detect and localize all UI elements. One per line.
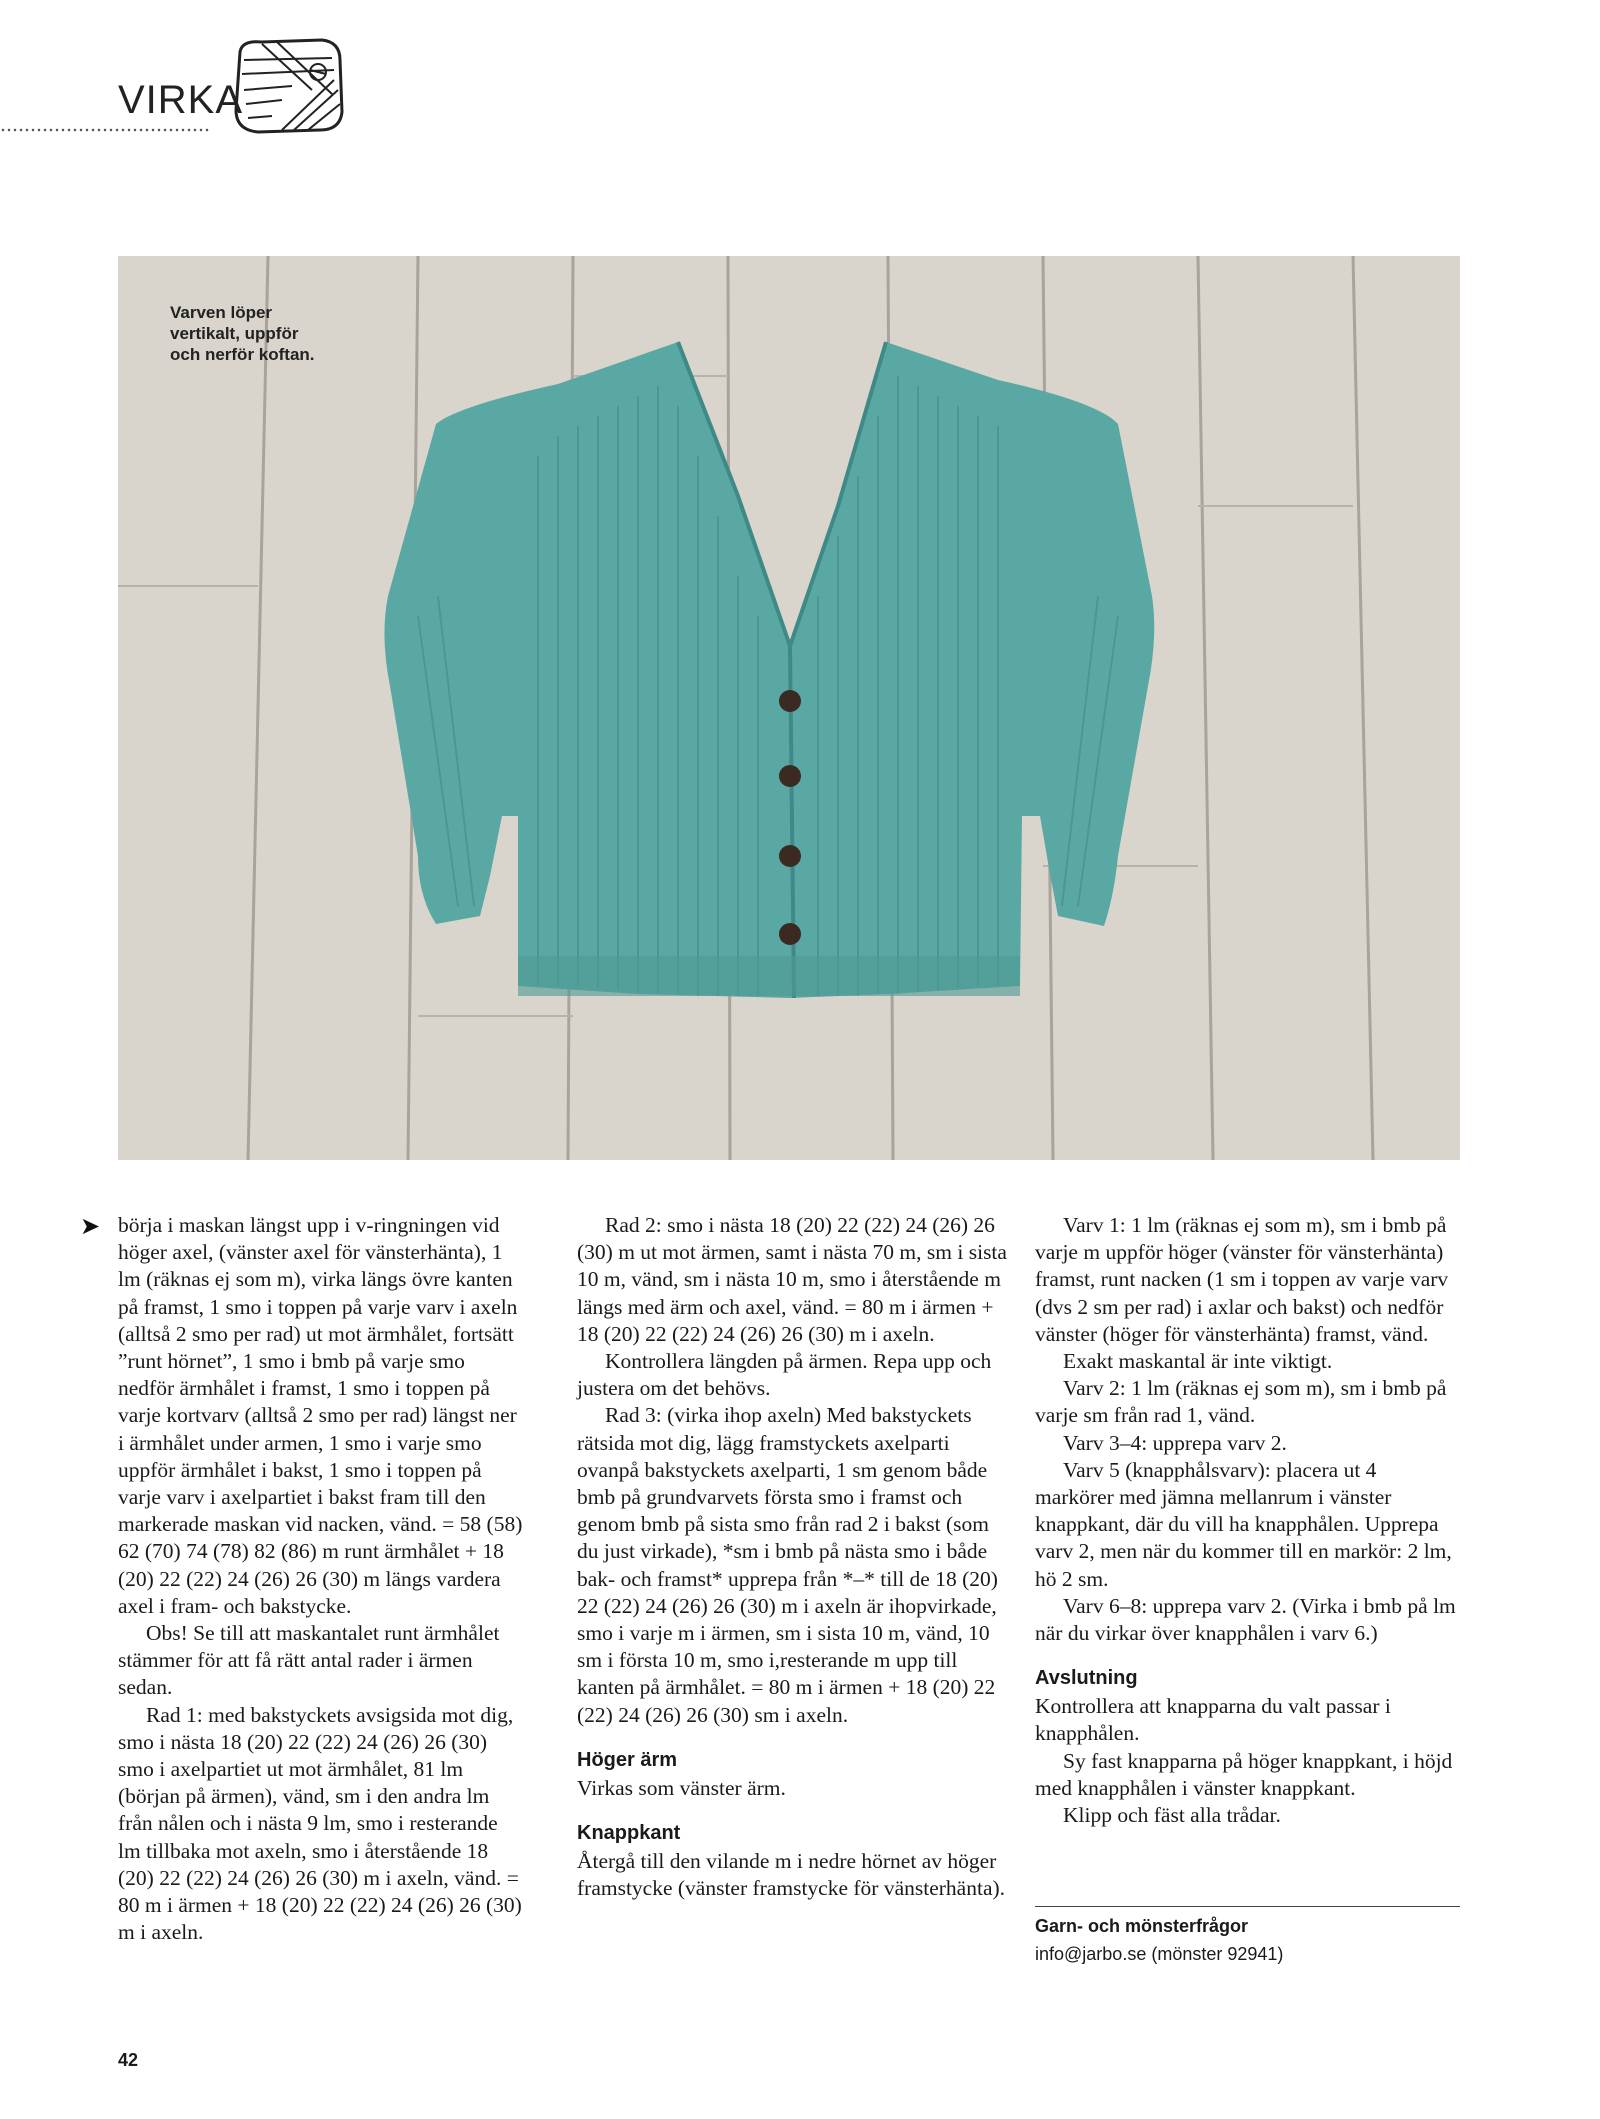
page-number: 42: [118, 2050, 139, 2070]
paragraph: Virkas som vänster ärm.: [577, 1775, 786, 1800]
paragraph: Varv 2: 1 lm (räknas ej som m), sm i bmb på varje sm från rad 1, vänd.: [1035, 1376, 1447, 1428]
paragraph: Kontrollera att knapparna du valt passar i knapphålen.: [1035, 1694, 1391, 1746]
text-column-1: [118, 1212, 523, 1946]
paragraph: Rad 2: smo i nästa 18 (20) 22 (22) 24 (26) 26 (30) m ut mot ärmen, samt i nästa 70 m, sm i sista 10 m, vänd, sm i nästa 10 m, smo i återstående m längs med ärm och axel, vänd. = 80 m i ärmen + 18 (20) 22 (22) 24 (26) 26 (30) m i axeln.: [577, 1213, 1007, 1346]
paragraph: Rad 3: (virka ihop axeln) Med bakstyckets rätsida mot dig, lägg framstyckets axelparti ovanpå bakstyckets axelparti, 1 sm genom både bmb på grundvarvets första smo i framst och genom bmb på sista smo från rad 2 i bakst (som du just virkade), *sm i bmb på nästa smo i både bak- och framst* upprepa från *–* till de 18 (20) 22 (22) 24 (26) 26 (30) m i axeln är ihopvirkade, smo i varje m i ärmen, sm i sista 10 m, vänd, 10 sm i första 10 m, smo i,resterande m upp till kanten på ärmhålet. = 80 m i ärmen + 18 (20) 22 (22) 24 (26) 26 (30) sm i axeln.: [577, 1403, 998, 1727]
cardigan-photo: [118, 256, 1460, 1160]
text-column-3: [1035, 1212, 1460, 1829]
text-column-2: [577, 1212, 1013, 1902]
paragraph: Kontrollera längden på ärmen. Repa upp och justera om det behövs.: [577, 1349, 992, 1401]
header-dotted-rule: [0, 128, 210, 132]
paragraph: Rad 1: med bakstyckets avsigsida mot dig, smo i nästa 18 (20) 22 (22) 24 (26) 26 (30) smo i axelpartiet ut mot ärmhålet, 81 lm (början på ärmen), vänd, sm i den andra lm från nålen och i nästa 9 lm, smo i resterande lm tillbaka mot axeln, smo i återstående 18 (20) 22 (22) 24 (26) 26 (30) m i axeln, vänd. = 80 m i ärmen + 18 (20) 22 (22) 24 (26) 26 (30) m i axeln.: [118, 1702, 522, 1945]
paragraph: Varv 3–4: upprepa varv 2.: [1063, 1430, 1287, 1455]
info-heading: Garn- och mönsterfrågor: [1035, 1916, 1249, 1936]
paragraph: börja i maskan längst upp i v-ringningen vid höger axel, (vänster axel för vänsterhänta), 1 lm (räknas ej som m), virka längs övre kanten på framst, 1 smo i toppen på varje varv i axeln (alltså 2 smo per rad) ut mot ärmhålet, fortsätt ”runt hörnet”, 1 smo i bmb på varje smo nedför ärmhålet i framst, 1 smo i toppen på varje kortvarv (alltså 2 smo per rad) längst ner i ärmhålet under armen, 1 smo i varje smo uppför ärmhålet i bakst, 1 smo i toppen på varje varv i axelpartiet i bakst fram till den markerade maskan vid nacken, vänd. = 58 (58) 62 (70) 74 (78) 82 (86) m runt ärmhålet + 18 (20) 22 (22) 24 (26) 26 (30) m längs vardera axel i fram- och bakstycke.: [118, 1213, 523, 1618]
paragraph: Varv 6–8: upprepa varv 2. (Virka i bmb på lm när du virkar över knapphålen i varv 6.): [1035, 1593, 1456, 1646]
paragraph: Varv 5 (knapphålsvarv): placera ut 4 markörer med jämna mellanrum i vänster knappkant, där du vill ha knapphålen. Upprepa varv 2, men när du kommer till en markör: 2 lm, hö 2 sm.: [1035, 1457, 1452, 1591]
paragraph: Klipp och fäst alla trådar.: [1063, 1803, 1281, 1828]
paragraph: Exakt maskantal är inte viktigt.: [1063, 1349, 1333, 1374]
yarn-ball-icon: [222, 30, 352, 140]
continue-arrow-icon: ➤: [80, 1212, 101, 1240]
info-contact: info@jarbo.se (mönster 92941): [1035, 1944, 1284, 1964]
info-divider: [1035, 1906, 1460, 1907]
paragraph: Varv 1: 1 lm (räknas ej som m), sm i bmb på varje m uppför höger (vänster för vänsterhänta) framst, runt nacken (1 sm i toppen av varje varv (dvs 2 sm per rad) i axlar och bakst) och nedför vänster (höger för vänsterhänta) framst, vänd.: [1035, 1213, 1449, 1346]
heading-finishing: Avslutning: [1035, 1667, 1138, 1690]
photo-caption: Varven löper vertikalt, uppför och nerför koftan.: [170, 303, 315, 364]
paragraph: Sy fast knapparna på höger knappkant, i höjd med knapphålen i vänster knappkant.: [1035, 1748, 1453, 1800]
heading-right-sleeve: Höger ärm: [577, 1748, 678, 1771]
paragraph: Återgå till den vilande m i nedre hörnet av höger framstycke (vänster framstycke för vänsterhänta).: [577, 1849, 1006, 1901]
paragraph: Obs! Se till att maskantalet runt ärmhålet stämmer för att få rätt antal rader i ärmen sedan.: [118, 1621, 500, 1700]
section-title: VIRKA: [118, 78, 244, 122]
heading-button-band: Knappkant: [577, 1822, 681, 1845]
